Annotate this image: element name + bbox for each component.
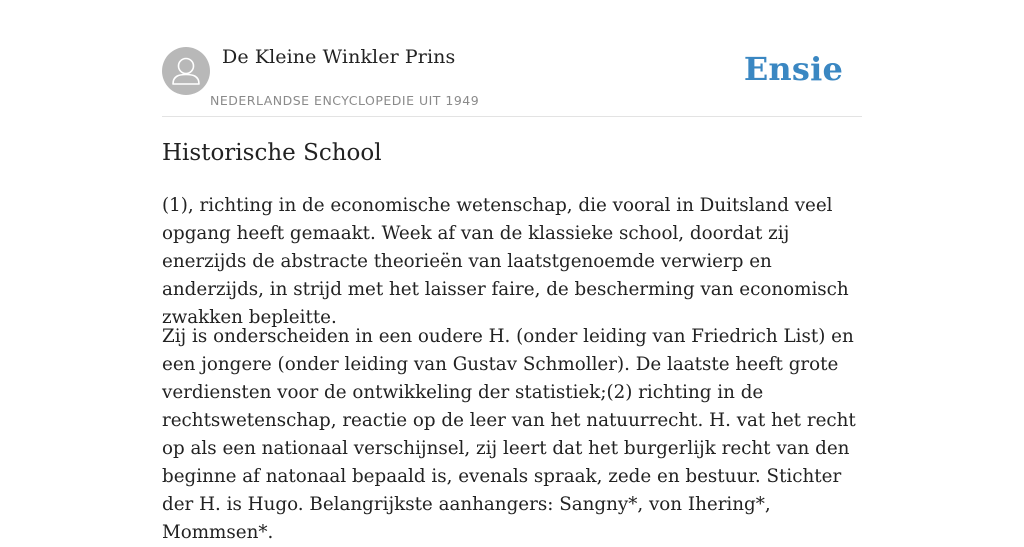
source-header	[162, 46, 862, 117]
brand-logo[interactable]: Ensie	[743, 50, 843, 88]
article-title: Historische School	[162, 140, 382, 166]
source-title[interactable]: De Kleine Winkler Prins	[222, 46, 456, 68]
article-paragraph: Zij is onderscheiden in een oudere H. (onder leiding van Friedrich List) en een jongere (onder leiding van Gustav Schmoller). De laatste heeft grote verdiensten voor de ontwikkeling der statistiek;(2) richting in de rechtswetenschap, reactie op de leer van het natuurrecht. H. vat het recht op als een nationaal verschijnsel, zij leert dat het burgerlijk recht van den beginne af natonaal bepaald is, evenals spraak, zede en bestuur. Stichter der H. is Hugo. Belangrijkste aanhangers: Sangny*, von Ihering*, Mommsen*.	[162, 326, 856, 543]
user-placeholder-icon[interactable]	[162, 47, 210, 95]
article-paragraph: (1), richting in de economische wetenschap, die vooral in Duitsland veel opgang heeft gemaakt. Week af van de klassieke school, doordat zij enerzijds de abstracte theorieën van laatstgenoemde verwierp en anderzijds, in strijd met het laisser faire, de bescherming van economisch zwakken bepleitte.	[162, 195, 849, 328]
source-subtitle: NEDERLANDSE ENCYCLOPEDIE UIT 1949	[210, 93, 480, 108]
